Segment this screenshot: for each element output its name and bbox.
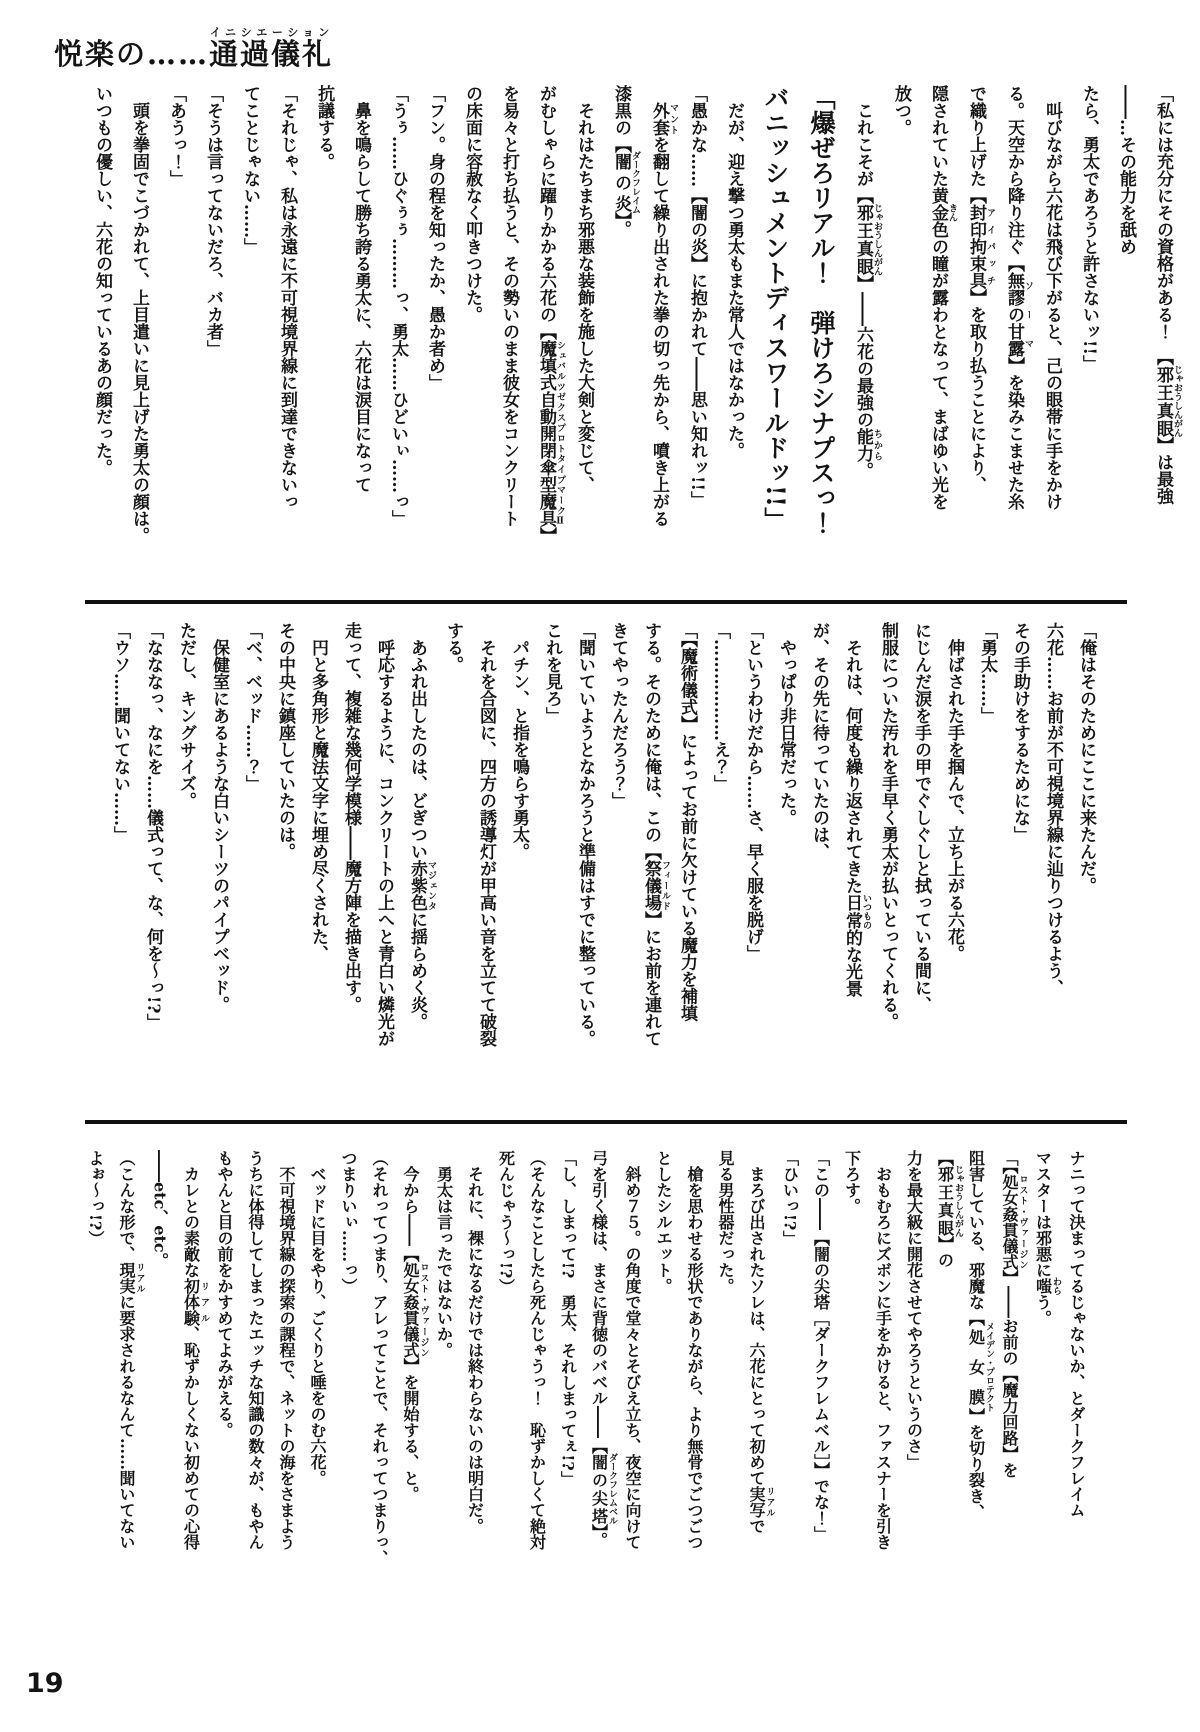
text-line: よぉ～っ!?） <box>86 1150 105 1247</box>
text-line: 隠されていた黄金 きん色の瞳が露わとなって、まばゆい光を <box>928 85 957 510</box>
text-line: 「この――【闇の尖塔［ダークフレムベル］】でな！」 <box>811 1150 831 1542</box>
text-line: 勇太は言ったではないか。 <box>434 1166 454 1358</box>
text-line: 今から――【処女姦貫儀式ロスト・ヴァージン】を開始する、と。 <box>401 1166 429 1502</box>
ruby-annotated-term: 闇の尖塔ダークフレムベル <box>589 1453 617 1525</box>
text-line: 「愚かな……【闇の炎】に抱かれて――思い知れッ!!」 <box>687 85 707 508</box>
ruby-annotated-term: 処女姦貫儀式ロスト・ヴァージン <box>1000 1174 1028 1270</box>
text-line: だが、迎え撃つ勇太もまた常人ではなかった。 <box>724 102 744 459</box>
text-line: がむしゃらに躍りかかる六花の【魔填式自動開閉傘型魔具 シュバルツゼクスプロトタイプマークⅡ】 <box>536 85 565 544</box>
text-line: まろび出されたソレは、六花にとって初めて実写リアルで <box>747 1166 775 1534</box>
text-line: ベッドに目をやり、ごくりと唾をのむ六花。 <box>308 1166 327 1486</box>
text-line: 漆黒の【闇の炎 ダークフレイム】。 <box>611 85 640 238</box>
text-line: で織り上げた【封印拘束具 アイパッチ】を取り払うことにより、 <box>966 85 995 493</box>
text-section-top <box>83 85 1182 587</box>
text-line: ――etc、etc。 <box>150 1150 170 1269</box>
text-line: 外套 マントを翻して繰り出された拳の切っ先から、噴き上がる <box>649 102 678 527</box>
page-title-ruby-text: イニシエーション <box>209 26 334 39</box>
text-line: 「勇太……」 <box>977 622 997 724</box>
text-line: 伸ばされた手を掴んで、立ち上がる六花。 <box>944 639 964 962</box>
text-line: ナニって決まってるじゃないか、とダークフレイム <box>1067 1150 1086 1518</box>
page-number: 19 <box>26 1668 64 1699</box>
ruby-annotated-term: 邪王真眼 じゃおうしんがん <box>853 203 882 276</box>
text-line: パチン、と指を鳴らす勇太。 <box>509 639 529 860</box>
text-line: 「というわけだから……さ、早く服を脱げ」 <box>743 622 763 962</box>
text-line: 保健室にあるような白いシーツのパイプベッド。 <box>209 639 229 1013</box>
text-line: おもむろにズボンに手をかけると、ファスナーを引き <box>873 1166 893 1550</box>
text-line: これこそが【邪王真眼 じゃおうしんがん】――六花の最強の能力 ちから。 <box>853 102 882 479</box>
text-line: 不可視境界線の探索の課程で、ネットの海をさまよう <box>277 1166 296 1550</box>
text-line: 「【魔術儀式】によってお前に欠けている魔力を補填 <box>677 622 697 1022</box>
text-line: それは、何度も繰り返されてきた日常 いつもの的な光景 <box>842 639 871 997</box>
text-line: カレとの素敵な初体験リアル、恥ずかしくない初めての心得 <box>181 1166 209 1550</box>
text-line: きてやったんだろう？」 <box>608 622 628 809</box>
text-line: その中央に鎮座していたのは。 <box>275 622 295 860</box>
text-line: 鼻を鳴らして勝ち誇る勇太に、六花は涙目になって <box>351 102 371 493</box>
text-line: 阻害している、邪魔な【処女膜メイデン・プロテクト】を切り裂き、【邪王真眼じゃおうしんがん】の <box>935 1150 994 1520</box>
text-line: 「ウソ……聞いてない……」 <box>110 622 130 843</box>
ruby-annotated-term: 赤紫色 マジェンタ <box>407 860 436 911</box>
ruby-annotated-term: 祭儀場 フィールド <box>641 860 670 911</box>
text-line: 走って、複雑な幾何学模様――魔方陣を描き出す。 <box>341 622 361 1013</box>
text-line: 斜め７５。の角度で堂々とそびえ立ち、夜空に向けて <box>623 1166 642 1550</box>
text-line: ――…その能力を舐め <box>1116 85 1136 255</box>
text-line: 力を最大級に開花させてやろうというのさ」 <box>904 1150 924 1470</box>
text-line: 頭を拳固でこづかれて、上目遣いに見上げた勇太の顔は。 <box>129 102 149 544</box>
ruby-annotated-term: 金 きん <box>928 203 957 222</box>
text-line: 「そうは言ってないだろ、バカ者」 <box>203 85 223 357</box>
ruby-annotated-term: 能力 ちから <box>853 428 882 462</box>
text-line: する。 <box>443 622 463 673</box>
text-line: が、その先に待っていたのは、 <box>809 622 829 860</box>
text-line: もやんと目の前をかすめてよみがえる。 <box>215 1150 234 1438</box>
section-divider <box>85 1120 1127 1124</box>
text-section-bottom <box>80 1150 1092 1605</box>
text-line: る。天空から降り注ぐ【無謬の甘露 ソーマ】を染みこませた糸 <box>1004 85 1033 510</box>
text-line: 「爆ぜろリアル！ 弾けろシナプスっ！ <box>807 85 836 535</box>
text-line: てことじゃない……」 <box>240 85 260 255</box>
text-line: つまりいぃ……っ） <box>339 1150 358 1294</box>
text-line: これを見ろ」 <box>542 622 562 724</box>
text-line: 呼応するように、コンクリートの上へと青白い燐光が <box>374 639 394 1047</box>
text-line: 「………………え？」 <box>710 622 730 792</box>
text-line: うちに体得してしまったエッチな知識の数々が、もやん <box>246 1150 265 1550</box>
text-line: 「それじゃ、私は永遠に不可視境界線に到達できないっ <box>277 85 297 510</box>
text-line: 「【処女姦貫儀式ロスト・ヴァージン】――お前の【魔力回路】を <box>1000 1150 1028 1478</box>
text-line: それを合図に、四方の誘導灯が甲高い音を立てて破裂 <box>476 639 496 1047</box>
text-line: 「私には充分にその資格がある！ 【邪王真眼 じゃおうしんがん】は最強 <box>1153 85 1182 505</box>
text-line: （それってつまり、アレってことで、それってつまりっ、 <box>370 1150 389 1566</box>
text-line: やっぱり非日常だった。 <box>776 639 796 826</box>
text-line: 弓を引く様は、まさに背徳のバベル――【闇の尖塔ダークフレムベル】。 <box>589 1150 617 1548</box>
text-line: する。そのために俺は、この【祭儀場 フィールド】にお前を連れて <box>641 622 670 1047</box>
ruby-annotated-term: 邪王真眼 じゃおうしんがん <box>1153 365 1182 437</box>
text-line: 叫びながら六花は飛び下がると、己の眼帯に手をかけ <box>1042 102 1062 510</box>
text-section-middle <box>103 622 1102 1118</box>
page-title-ruby-base: 通過儀礼 <box>209 37 334 71</box>
ruby-annotated-term: 日常 いつもの <box>842 893 871 930</box>
ruby-annotated-term: 処女膜メイデン・プロテクト <box>966 1322 994 1412</box>
text-line: それに、裸になるだけでは終わらないのは明白だ。 <box>465 1166 485 1534</box>
text-line: としたシルエット。 <box>654 1150 673 1294</box>
section-divider <box>85 600 1127 604</box>
page-title-ruby <box>209 26 334 71</box>
text-line: （そんなことしたら死んじゃうっ！ 恥ずかしくて絶対 <box>527 1150 547 1550</box>
text-line: 「俺はそのためにここに来たんだ。 <box>1076 622 1096 894</box>
text-line: 抗議する。 <box>314 85 334 170</box>
text-line: 見る男性器だった。 <box>716 1150 735 1294</box>
page-title <box>54 26 333 73</box>
text-line: の床面に容赦なく叩きつけた。 <box>462 85 482 323</box>
ruby-annotated-term: 処女姦貫儀式ロスト・ヴァージン <box>401 1262 429 1358</box>
text-line: 死んじゃう～っ!?） <box>496 1150 516 1295</box>
text-line: 「ひいっ!?」 <box>780 1150 800 1247</box>
ruby-annotated-term: 嗤わら <box>1033 1277 1061 1295</box>
text-line: バニッシュメントディスワールドッ!!」 <box>761 85 790 532</box>
text-line: 放つ。 <box>891 85 911 136</box>
text-line: あふれ出したのは、どぎつい赤紫色 マジェンタに揺らめく炎。 <box>407 639 436 1030</box>
text-line: 制服についた汚れを手早く勇太が払いとってくれる。 <box>878 622 898 1030</box>
text-line: （こんな形で、現実リアルに要求されるなんて……聞いてない <box>117 1150 145 1550</box>
ruby-annotated-term: 実写リアル <box>747 1486 775 1518</box>
ruby-annotated-term: 無謬の甘露 ソーマ <box>1004 272 1033 357</box>
ruby-annotated-term: 外套 マント <box>649 102 678 136</box>
text-line: それはたちまち邪悪な装飾を施した大剣と変じて、 <box>574 102 594 493</box>
text-line: ただし、キングサイズ。 <box>176 622 196 809</box>
text-line: 「あうっ！」 <box>166 85 186 187</box>
text-line: 槍を思わせる形状でありながら、より無骨でごつごつ <box>685 1166 704 1550</box>
text-line: にじんだ涙を手の甲でぐしぐしと拭っている間に、 <box>911 622 931 1013</box>
ruby-annotated-term: 邪王真眼じゃおうしんがん <box>935 1165 963 1237</box>
text-line: 下ろす。 <box>842 1150 862 1214</box>
text-line: 「うぅ……ひぐぅぅ………っ、勇太……ひどいぃ……っ」 <box>388 85 408 527</box>
text-line: を易々と打ち払うと、その勢いのまま彼女をコンクリート <box>499 85 519 527</box>
ruby-annotated-term: 初体験リアル <box>181 1278 209 1326</box>
ruby-annotated-term: 現実リアル <box>117 1262 145 1294</box>
text-line: 「フン。身の程を知ったか、愚か者め」 <box>425 85 445 391</box>
page-title-prefix: 悦楽の…… <box>54 37 210 71</box>
text-line: 「し、しまって!? 勇太、それしまってぇ!?」 <box>558 1150 578 1487</box>
text-line: 六花……お前が不可視境界線に辿りつけるよう、 <box>1043 622 1063 996</box>
ruby-annotated-term: 封印拘束具 アイパッチ <box>966 204 995 289</box>
text-line: 「聞いていようとなかろうと準備はすでに整っている。 <box>575 622 595 1047</box>
text-line: 「なななっ、なにを……儀式って、な、何を～っ!?」 <box>143 622 163 1031</box>
ruby-annotated-term: 闇の炎 ダークフレイム <box>611 151 640 214</box>
text-line: 円と多角形と魔法文字に埋め尽くされた、 <box>308 639 328 962</box>
text-line: いつもの優しい、六花の知っているあの顔だった。 <box>92 85 112 476</box>
ruby-annotated-term: 魔填式自動開閉傘型魔具 シュバルツゼクスプロトタイプマークⅡ <box>536 340 565 527</box>
text-line: その手助けをするためにな」 <box>1010 622 1030 843</box>
text-line: マスターは邪悪に嗤わらう。 <box>1033 1150 1061 1326</box>
text-line: 「ベ、ベッド……？」 <box>242 622 262 792</box>
text-line: たら、勇太であろうと許さないッ!!」 <box>1079 85 1099 372</box>
